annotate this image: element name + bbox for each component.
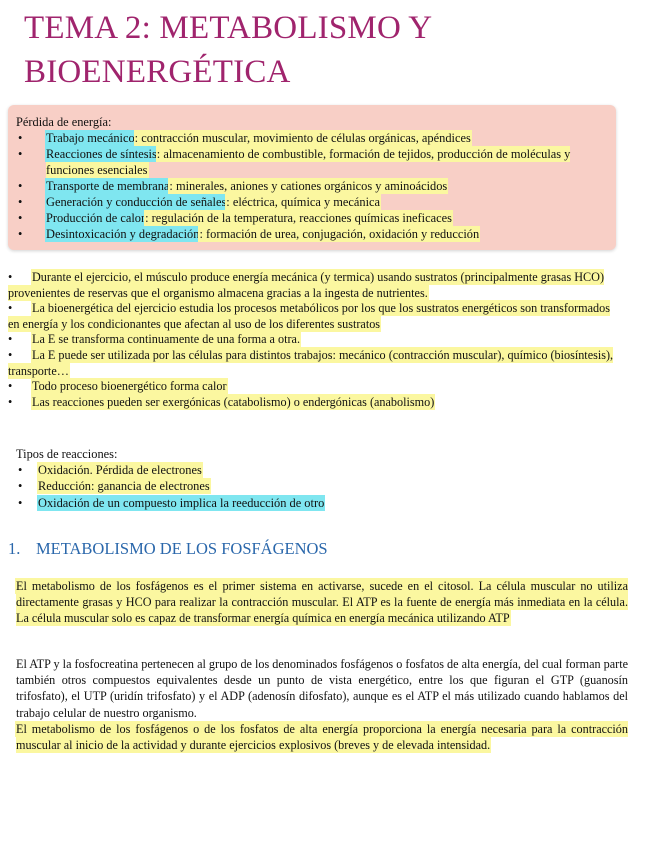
paragraph-text: El metabolismo de los fosfágenos o de los fosfatos de alta energía proporciona la energía necesaria para la contracción muscular al inicio de la actividad y durante ejercicios explosivos (breves y de elevada intensidad. <box>16 721 628 753</box>
section-heading <box>8 538 608 560</box>
item-term: Trabajo mecánico <box>46 131 135 145</box>
note-text: La bioenergética del ejercicio estudia los procesos metabólicos por los que los sustratos energéticos son transformados en energía y los condicionantes que afectan al uso de los diferentes sustratos <box>8 301 610 331</box>
list-item <box>16 130 608 146</box>
list-item <box>8 301 622 332</box>
item-text: : contracción muscular, movimiento de células orgánicas, apéndices <box>134 131 471 145</box>
bullet: • <box>18 179 23 193</box>
energy-loss-heading: Pérdida de energía: <box>16 115 112 129</box>
list-item <box>16 226 608 242</box>
energy-loss-list <box>16 130 608 242</box>
section-number: 1. <box>8 539 21 558</box>
note-text: La E se transforma continuamente de una forma a otra. <box>32 332 301 347</box>
list-item <box>8 270 622 301</box>
item-text: : eléctrica, química y mecánica <box>226 195 381 209</box>
reaction-types <box>16 446 616 511</box>
note-text: Durante el ejercicio, el músculo produce energía mecánica (y termica) usando sustratos (principalmente grasas HCO) provenientes de reservas que el organismo almacena gracias a la ingesta de nutrientes. <box>8 270 605 300</box>
bullet: • <box>18 131 23 145</box>
bullet: • <box>18 479 23 494</box>
item-text: : almacenamiento de combustible, formación de tejidos, producción de moléculas y funciones esenciales <box>46 147 571 177</box>
bullet: • <box>18 195 23 209</box>
bullet: • <box>18 495 23 510</box>
paragraph-text: El ATP y la fosfocreatina pertenecen al grupo de los denominados fosfágenos o fosfatos de alta energía, del cual forman parte también otros compuestos equivalentes desde un punto de vista energético, entre los que figuran el GTP (guanosín trifosfato), el UTP (uridín trifosfato) y el ADP (adenosín difosfato), aunque es el ATP el más utilizado cuando hablamos del trabajo celular de nuestro organismo. <box>16 657 628 720</box>
list-item <box>16 462 616 478</box>
list-item <box>8 348 622 379</box>
item-term: Generación y conducción de señales <box>46 195 227 209</box>
energy-loss-box <box>8 105 616 250</box>
bullet: • <box>8 301 13 316</box>
item-term: Producción de calor <box>46 211 146 225</box>
note-text: La E puede ser utilizada por las células para distintos trabajos: mecánico (contracción muscular), químico (biosíntesis), transporte… <box>8 347 614 378</box>
list-item <box>8 332 622 348</box>
item-text: : formación de urea, conjugación, oxidación y reducción <box>199 227 480 241</box>
list-item <box>16 478 616 494</box>
item-text: : regulación de la temperatura, reacciones químicas ineficaces <box>145 211 452 225</box>
body-paragraph <box>16 578 628 627</box>
page-title: TEMA 2: METABOLISMO Y BIOENERGÉTICA <box>24 10 432 90</box>
body-paragraph <box>16 656 628 753</box>
list-item <box>16 210 608 226</box>
note-text: Las reacciones pueden ser exergónicas (catabolismo) o endergónicas (anabolismo) <box>32 394 435 409</box>
list-item <box>16 495 616 511</box>
note-text: Todo proceso bioenergético forma calor <box>32 379 227 394</box>
list-item <box>8 379 622 395</box>
item-term: Desintoxicación y degradación <box>46 227 200 241</box>
reaction-type-text: Oxidación de un compuesto implica la reeducción de otro <box>38 495 325 510</box>
list-item <box>16 194 608 210</box>
list-item <box>16 146 608 178</box>
bullet: • <box>8 379 13 394</box>
list-item <box>8 395 622 411</box>
bullet: • <box>18 211 23 225</box>
notes-list <box>8 270 622 410</box>
bullet: • <box>18 147 23 161</box>
bullet: • <box>8 394 13 409</box>
reaction-types-heading: Tipos de reacciones: <box>16 447 118 461</box>
item-term: Transporte de membrana <box>46 179 170 193</box>
item-term: Reacciones de síntesis <box>46 147 157 161</box>
list-item <box>16 178 608 194</box>
section-title: METABOLISMO DE LOS FOSFÁGENOS <box>36 539 328 558</box>
bullet: • <box>8 270 13 284</box>
reaction-type-text: Reducción: ganancia de electrones <box>38 479 210 494</box>
paragraph-text: El metabolismo de los fosfágenos es el primer sistema en activarse, sucede en el citosol. La célula muscular no utiliza directamente grasas y HCO para realizar la contracción muscular. El ATP es la fuente de energía más inmediata en la célula. La célula muscular solo es capaz de transformar energía química en energía mecánica utilizando ATP <box>16 579 628 626</box>
bullet: • <box>18 463 23 478</box>
bullet: • <box>8 347 13 362</box>
reaction-type-text: Oxidación. Pérdida de electrones <box>38 463 202 478</box>
bullet: • <box>18 227 23 241</box>
bullet: • <box>8 332 13 347</box>
item-text: : minerales, aniones y cationes orgánicos y aminoácidos <box>169 179 448 193</box>
